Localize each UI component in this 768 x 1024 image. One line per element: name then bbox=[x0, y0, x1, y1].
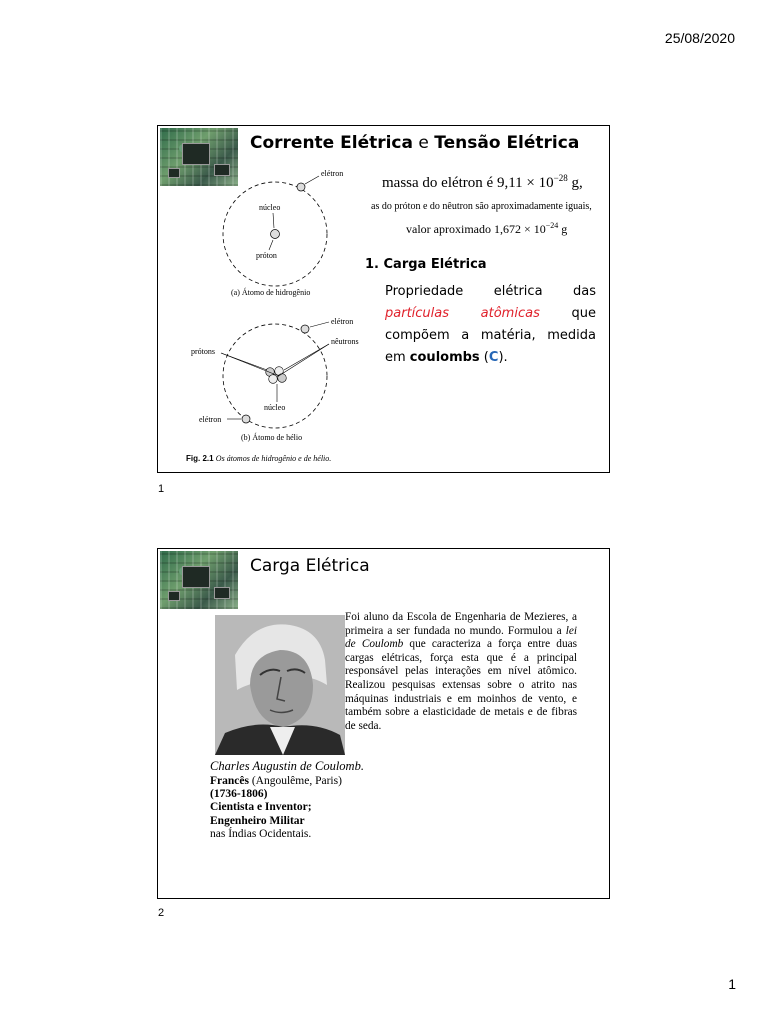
coulomb-biography bbox=[345, 611, 577, 733]
slide-title bbox=[250, 133, 579, 153]
slide-2 bbox=[157, 548, 610, 899]
para-unit: coulombs bbox=[409, 350, 480, 365]
bio-law: lei de Coulomb bbox=[345, 624, 577, 651]
slide-1 bbox=[157, 125, 610, 473]
para-highlight: partículas atômicas bbox=[385, 306, 540, 321]
portrait-place: (Angoulême, Paris) bbox=[248, 775, 342, 787]
para-paren-open: ( bbox=[479, 350, 489, 365]
atom-diagram bbox=[183, 164, 403, 473]
portrait-nationality: Francês bbox=[210, 775, 249, 787]
approx-exponent: −24 bbox=[545, 221, 559, 230]
proton-pointer bbox=[221, 353, 279, 376]
portrait-role1: Cientista e Inventor; bbox=[210, 801, 312, 814]
slide-number-1: 1 bbox=[158, 483, 165, 495]
helium-nucleus-particle bbox=[269, 375, 278, 384]
para-paren-close: ). bbox=[498, 350, 508, 365]
portrait-details bbox=[210, 775, 342, 841]
electron-mass-text: massa do elétron é 9,11 × 10 bbox=[382, 175, 554, 191]
approx-formula bbox=[406, 221, 567, 237]
label-electron-h: elétron bbox=[321, 169, 344, 178]
label-proton: próton bbox=[256, 251, 277, 260]
definition-paragraph bbox=[385, 281, 596, 369]
neutron-pointer bbox=[284, 344, 329, 370]
title-connector: e bbox=[418, 133, 429, 153]
label-nucleus-h: núcleo bbox=[259, 203, 281, 212]
caption-hydrogen: (a) Átomo de hidrogênio bbox=[231, 288, 311, 297]
para-part1: Propriedade elétrica das bbox=[385, 284, 596, 299]
label-protons: prótons bbox=[191, 347, 215, 356]
slide-title: Carga Elétrica bbox=[250, 556, 370, 576]
slide-number-2: 2 bbox=[158, 907, 165, 919]
label-neutrons: nêutrons bbox=[331, 337, 359, 346]
electron-mass-exponent: −28 bbox=[553, 173, 568, 183]
title-part2: Tensão Elétrica bbox=[434, 133, 580, 153]
bio-text-a: Foi aluno da Escola de Engenharia de Mezieres, a primeira a ser fundada no mundo. Formulou a bbox=[345, 611, 577, 637]
label-electron-he-top: elétron bbox=[331, 317, 354, 326]
para-part2: que compõem a matéria, medida em bbox=[385, 306, 597, 365]
portrait-role2: Engenheiro Militar bbox=[210, 814, 305, 827]
approx-unit: g bbox=[558, 222, 568, 236]
electron-pointer bbox=[310, 322, 329, 327]
caption-helium: (b) Átomo de hélio bbox=[241, 433, 303, 442]
figure-caption bbox=[186, 454, 331, 463]
page-date: 25/08/2020 bbox=[664, 30, 735, 46]
helium-nucleus-particle bbox=[278, 374, 287, 383]
hydrogen-electron bbox=[297, 183, 305, 191]
label-nucleus-he: núcleo bbox=[264, 403, 286, 412]
bio-text-b: que caracteriza a força entre duas cargas elétricas, força esta que é a principal responsável pelas interações em nível atômico. Realizou pesquisas extensas sobre o atrito nas máquinas industriais e em moinhos de vento, e também sobre a elasticidade de metais e de fibras de seda. bbox=[345, 638, 577, 732]
page-number: 1 bbox=[728, 976, 736, 992]
electron-pointer bbox=[305, 176, 319, 184]
helium-electron bbox=[242, 415, 250, 423]
electron-mass-unit: g, bbox=[567, 175, 583, 191]
para-symbol: C bbox=[488, 350, 499, 365]
coulomb-portrait bbox=[215, 615, 345, 755]
label-electron-he-bottom: elétron bbox=[199, 415, 222, 424]
neutron-pointer bbox=[277, 344, 329, 377]
portrait-image bbox=[215, 615, 345, 755]
circuit-board-image bbox=[160, 551, 238, 609]
portrait-location: nas Índias Ocidentais. bbox=[210, 827, 312, 840]
approx-text: valor aproximado 1,672 × 10 bbox=[406, 222, 546, 236]
nucleus-pointer bbox=[273, 213, 274, 228]
title-part1: Corrente Elétrica bbox=[250, 133, 413, 153]
proton-pointer bbox=[269, 240, 273, 250]
figure-label: Fig. 2.1 bbox=[186, 454, 214, 463]
hydrogen-nucleus bbox=[271, 230, 280, 239]
portrait-years: (1736-1806) bbox=[210, 788, 268, 801]
figure-caption-text: Os átomos de hidrogênio e de hélio. bbox=[215, 454, 332, 463]
proton-note: as do próton e do nêutron são aproximadamente iguais, bbox=[371, 201, 592, 212]
portrait-name: Charles Augustin de Coulomb. bbox=[210, 759, 364, 773]
electron-mass-formula bbox=[382, 173, 583, 192]
section-heading: 1. Carga Elétrica bbox=[365, 257, 487, 272]
helium-electron bbox=[301, 325, 309, 333]
